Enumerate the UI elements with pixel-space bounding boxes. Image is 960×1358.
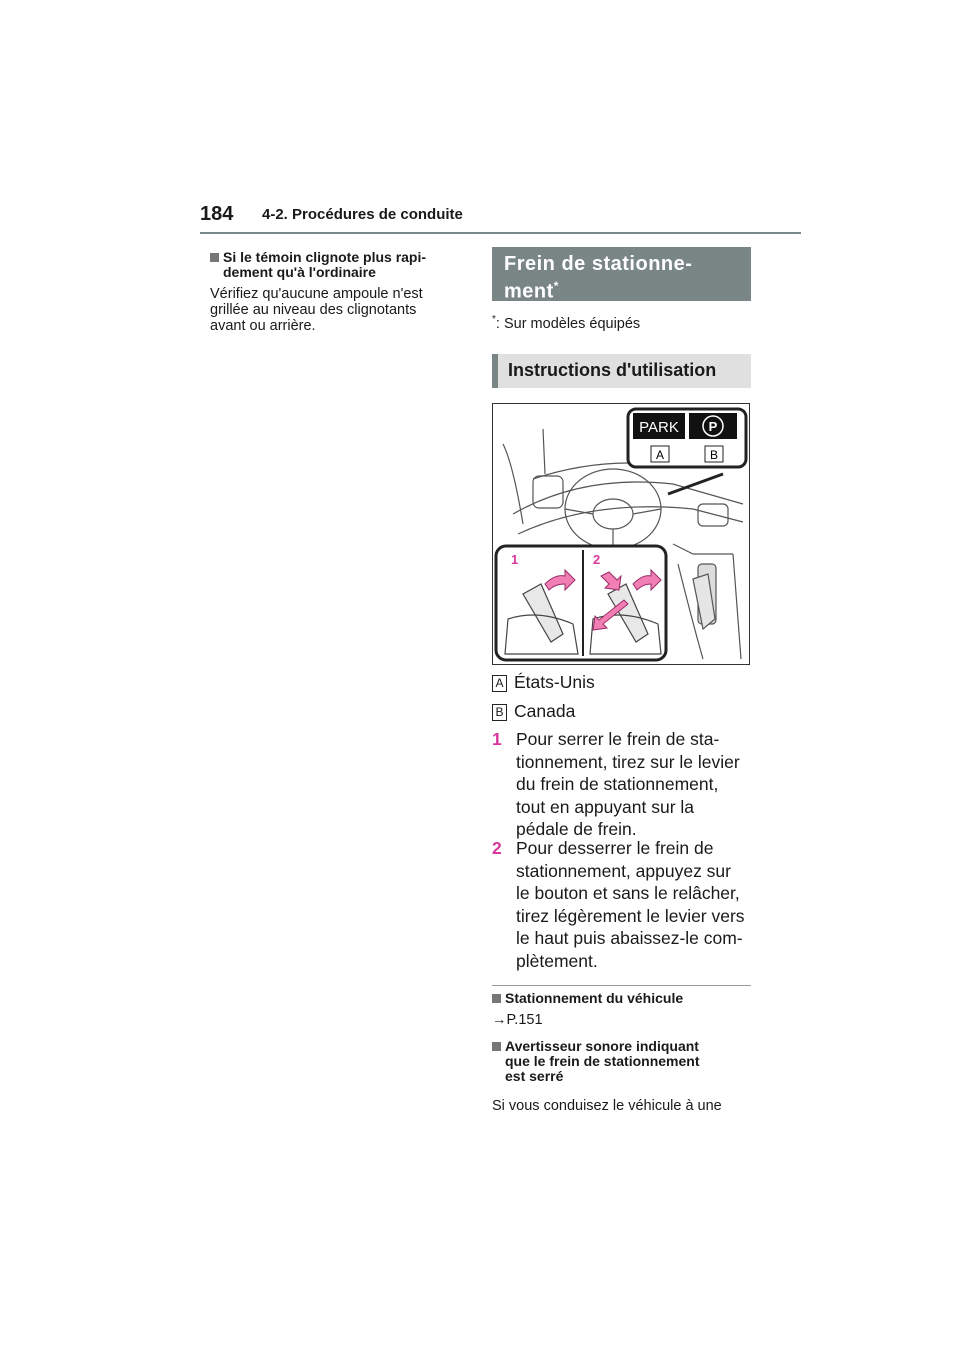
- body-line: avant ou arrière.: [210, 318, 316, 334]
- label-a-row: [492, 672, 595, 693]
- step-1: 1 Pour serrer le frein de sta- tionnement, tirez sur le levier du frein de stationnement, tout en appuyant sur la pédale de frein.: [492, 729, 740, 839]
- square-bullet-icon: [492, 994, 501, 1003]
- dashboard-drawing: [493, 404, 749, 664]
- label-b-row: [492, 701, 575, 722]
- square-bullet-icon: [492, 1042, 501, 1051]
- inset-frame: [496, 546, 666, 660]
- callout-b-label: B: [709, 448, 719, 462]
- divider: [492, 985, 751, 986]
- label-a-text: États-Unis: [514, 672, 595, 692]
- footnote-asterisk: *: [492, 314, 496, 325]
- inset-step-1: 1: [511, 552, 519, 567]
- label-a-box: A: [492, 675, 507, 692]
- body-line: Vérifiez qu'aucune ampoule n'est: [210, 286, 423, 302]
- title-line-1: Frein de stationne-: [504, 253, 693, 275]
- parking-heading: Stationnement du véhicule: [492, 991, 752, 1006]
- title-asterisk: *: [553, 279, 559, 293]
- turn-signal-body: [210, 286, 423, 334]
- inset-step-2: 2: [593, 552, 601, 567]
- parking-reference: →P.151: [492, 1012, 543, 1028]
- step-2: 2 Pour desserrer le frein de stationnement, appuyez sur le bouton et sans le relâcher, tirez légèrement le levier vers le haut puis abaissez-le com- plètement.: [492, 838, 745, 971]
- header-rule: [200, 232, 801, 234]
- section-title: 4-2. Procédures de conduite: [262, 206, 463, 223]
- p-label: P: [708, 419, 718, 434]
- parking-brake-illustration: [492, 403, 750, 665]
- buzzer-heading: Avertisseur sonore indiquant que le frein de stationnement est serré: [492, 1039, 752, 1084]
- body-line: grillée au niveau des clignotants: [210, 302, 417, 318]
- turn-signal-heading: [210, 250, 470, 280]
- square-bullet-icon: [210, 253, 219, 262]
- buzzer-body: Si vous conduisez le véhicule à une: [492, 1098, 722, 1114]
- heading-line-2: dement qu'à l'ordinaire: [223, 264, 376, 280]
- subsection-heading: Instructions d'utilisation: [492, 354, 751, 388]
- callout-a-label: A: [655, 448, 665, 462]
- park-label: PARK: [639, 419, 679, 436]
- heading-line-1: Si le témoin clignote plus rapi-: [223, 249, 427, 265]
- label-b-box: B: [492, 704, 507, 721]
- step-number: 2: [492, 838, 502, 858]
- page-number: 184: [200, 203, 234, 225]
- step-number: 1: [492, 729, 502, 749]
- arrow-icon: →: [492, 1012, 507, 1028]
- section-title-box: [492, 247, 751, 301]
- label-b-text: Canada: [514, 701, 576, 721]
- footnote: *: Sur modèles équipés: [492, 314, 641, 332]
- title-line-2: ment*: [504, 279, 559, 303]
